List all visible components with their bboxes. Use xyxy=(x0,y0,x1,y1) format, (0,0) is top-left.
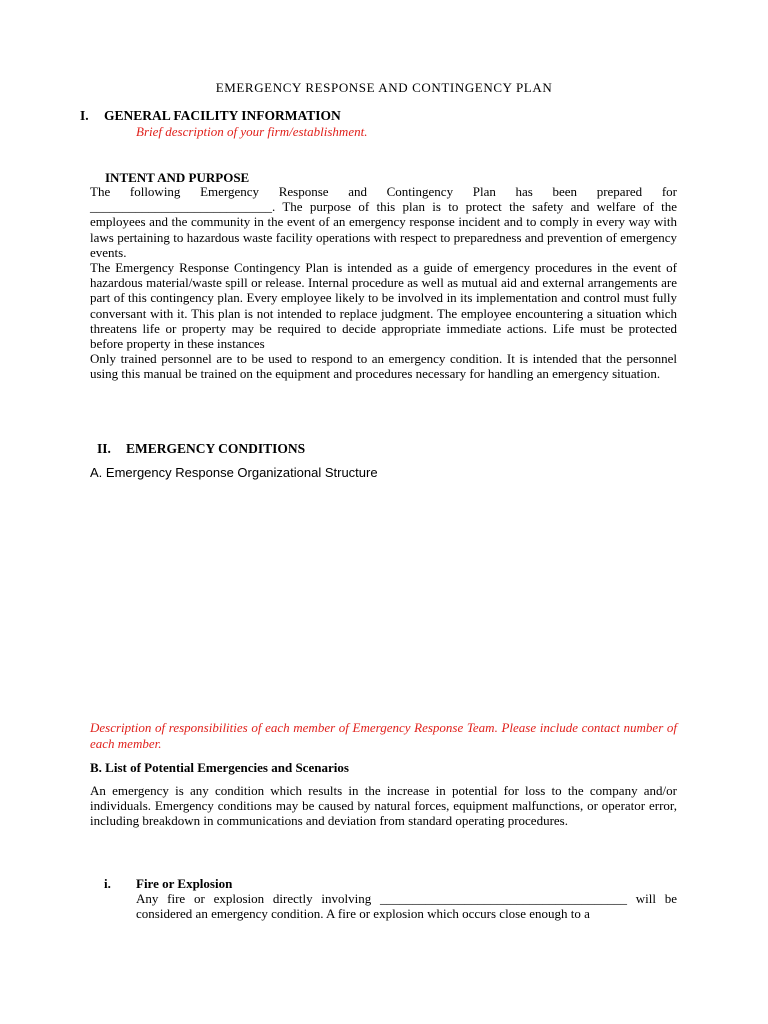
section-1-number: I. xyxy=(80,108,89,123)
section-2-title: EMERGENCY CONDITIONS xyxy=(126,441,306,456)
section-2-number: II. xyxy=(97,441,111,456)
item-i-number: i. xyxy=(104,876,111,891)
intent-body xyxy=(90,184,677,382)
intent-paragraph-2: The Emergency Response Contingency Plan is intended as a guide of emergency procedures in the event of hazardous material/waste spill or release. Internal procedure as well as mutual aid and external arrangements are part of this contingency plan. Every employee likely to be involved in its implementation and control must fully conversant with it. This plan is not intended to replace judgment. The employee encountering a situation which threatens life or property may be required to decide appropriate immediate actions. Life must be protected before property in these instances xyxy=(90,260,677,352)
section-1-heading xyxy=(80,108,341,124)
facility-description-note: Brief description of your firm/establishment. xyxy=(136,124,368,139)
intent-paragraph-3: Only trained personnel are to be used to respond to an emergency condition. It is intended that the personnel using this manual be trained on the equipment and procedures necessary for handling an emergency situation. xyxy=(90,351,677,382)
fire-explosion-heading xyxy=(104,876,232,892)
section-2-heading xyxy=(97,441,305,457)
document-title: EMERGENCY RESPONSE AND CONTINGENCY PLAN xyxy=(215,80,553,95)
section-1-title: GENERAL FACILITY INFORMATION xyxy=(104,108,341,123)
emergency-definition-paragraph: An emergency is any condition which results in the increase in potential for loss to the company and/or individuals. Emergency conditions may be caused by natural forces, equipment malfunctions, or operator error, including breakdown in communications and deviation from standard operating procedures. xyxy=(90,783,677,829)
org-structure-label: A. Emergency Response Organizational Structure xyxy=(90,465,378,480)
potential-emergencies-heading: B. List of Potential Emergencies and Scenarios xyxy=(90,760,349,775)
item-i-title: Fire or Explosion xyxy=(136,876,233,891)
intent-paragraph-1: The following Emergency Response and Contingency Plan has been prepared for ____________________________. The purpose of this plan is to protect the safety and welfare of the employees and the community in the event of an emergency response incident and to comply in every way with laws pertaining to hazardous waste facility operations with respect to preparedness and prevention of emergency events. xyxy=(90,184,677,260)
fire-explosion-paragraph: Any fire or explosion directly involving ______________________________________ will be considered an emergency condition. A fire or explosion which occurs close enough to a xyxy=(136,891,677,922)
intent-heading: INTENT AND PURPOSE xyxy=(105,170,250,185)
team-responsibilities-note: Description of responsibilities of each member of Emergency Response Team. Please include contact number of each member. xyxy=(90,720,677,751)
